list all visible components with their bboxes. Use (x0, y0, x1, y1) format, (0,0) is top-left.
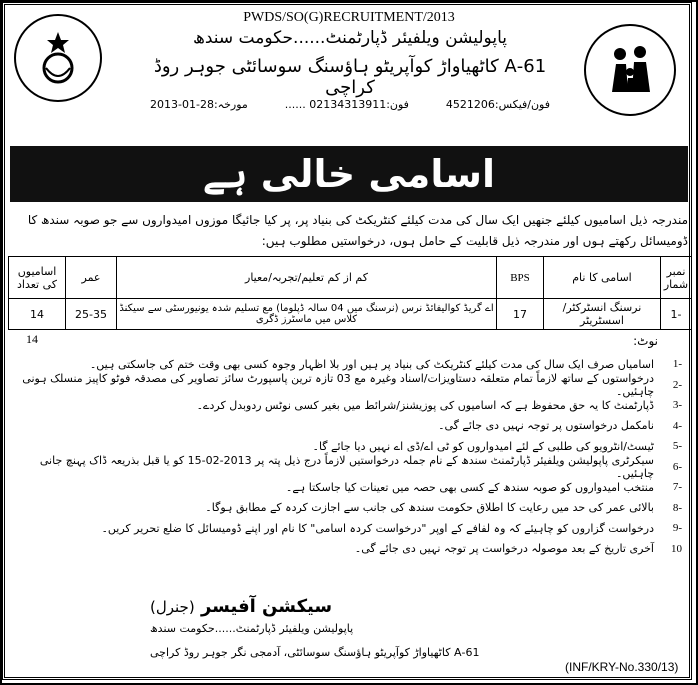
col-count: اسامیوں کی تعداد (9, 257, 66, 299)
cell-qualification: اے گریڈ کوالیفائڈ نرس (نرسنگ میں 04 سالہ ڈپلوما) مع تسلیم شدہ یونیورسٹی سے سیکنڈ کلاس میں ماسٹرز ڈگری (117, 299, 497, 330)
note-number: -9 (672, 522, 682, 535)
cell-post-name: نرسنگ انسٹرکٹر/اسسٹریٹر (544, 299, 661, 330)
population-welfare-logo-icon (584, 24, 676, 116)
note-text: درخواستوں کے ساتھ لازماً تمام متعلقہ دستاویزات/اسناد وغیرہ مع 03 تازہ ترین پاسپورٹ سائز تصاویر کی مصدقہ فوٹو کاپیز منسلک ہونی چاہئیں۔ (22, 371, 654, 398)
note-item (12, 498, 682, 519)
note-text: بالائی عمر کی حد میں رعایت کا اطلاق حکومت سندھ کی جانب سے اجازت کردہ کے مطابق ہوگا۔ (205, 501, 654, 515)
note-text: اسامیاں صرف ایک سال کی مدت کیلئے کنٹریکٹ کی بنیاد پر ہیں اور بلا اظہار وجوہ کسی بھی وقت ختم کی جاسکتی ہیں۔ (89, 357, 654, 371)
sindh-government-emblem-icon (14, 14, 102, 102)
cell-age: 25-35 (66, 299, 117, 330)
signatory-title (150, 596, 332, 617)
note-text: ٹیسٹ/انٹرویو کی طلبی کے لئے امیدواروں کو ٹی اے/ڈی اے نہیں دیا جائے گا۔ (312, 439, 654, 453)
phone-fax: فون/فیکس:4521206 (445, 98, 550, 111)
vacancy-table (8, 256, 692, 330)
phone: فون:02134313911 ...... (284, 98, 409, 111)
vacancy-banner: اسامی خالی ہے (10, 146, 688, 202)
total-count: 14 (26, 332, 38, 346)
reference-code: PWDS/SO(G)RECRUITMENT/2013 (243, 10, 455, 25)
col-serial: نمبر شمار (661, 257, 692, 299)
table-row (9, 299, 692, 330)
contact-line (150, 98, 550, 111)
intro-paragraph: مندرجہ ذیل اسامیوں کیلئے جنھیں ایک سال کی مدت کیلئے کنٹریکٹ کی بنیاد پر، پر کیا جائیگا موزوں امیدواروں سے جو صوبہ سندھ کا ڈومیسائل رکھتے ہوں اور مندرجہ ذیل قابلیت کے حامل ہوں، درخواستیں مطلوب ہیں: (27, 213, 688, 248)
note-number: -3 (672, 399, 682, 412)
note-item (12, 539, 682, 560)
notes-list (12, 354, 682, 559)
cell-bps: 17 (497, 299, 544, 330)
note-item (12, 477, 682, 498)
date: مورخہ:28-01-2013 (150, 98, 248, 111)
note-item (12, 395, 682, 416)
signatory-department: پاپولیشن ویلفیئر ڈپارٹمنٹ......حکومت سندھ (150, 622, 354, 635)
notes-title: نوٹ: (633, 334, 658, 348)
note-item (12, 371, 682, 398)
footer-reference: (INF/KRY-No.330/13) (565, 660, 679, 674)
col-age: عمر (66, 257, 117, 299)
department-address: 61-A کاٹھیاواڑ کوآپریٹو ہاؤسنگ سوسائٹی جوہر روڈ کراچی (153, 56, 547, 98)
note-number: 10 (671, 542, 682, 555)
note-item (12, 453, 682, 480)
table-header-row (9, 257, 692, 299)
note-number: -8 (672, 501, 682, 514)
note-text: نامکمل درخواستوں پر توجہ نہیں دی جائے گی۔ (438, 419, 654, 433)
signatory-suffix: (جنرل) (150, 598, 195, 616)
col-bps: BPS (497, 257, 544, 299)
note-text: درخواست گزاروں کو چاہیئے کہ وہ لفافے کے اوپر "درخواست کردہ اسامی" کا نام اور اپنے ڈومیسائل کا ضلع تحریر کریں۔ (101, 521, 654, 535)
note-text: آخری تاریخ کے بعد موصولہ درخواست پر توجہ نہیں دی جائے گی۔ (354, 542, 654, 556)
note-number: -7 (672, 481, 682, 494)
cell-serial: -1 (661, 299, 692, 330)
note-number: -4 (672, 419, 682, 432)
signatory-designation: سیکشن آفیسر (200, 596, 333, 617)
col-post-name: اسامی کا نام (544, 257, 661, 299)
col-qualification: کم از کم تعلیم/تجربہ/معیار (117, 257, 497, 299)
note-text: منتخب امیدواروں کو صوبہ سندھ کے کسی بھی حصہ میں تعینات کیا جاسکتا ہے۔ (285, 480, 654, 494)
note-number: -5 (672, 440, 682, 453)
note-number: -6 (672, 460, 682, 473)
signatory-address: 61-A کاٹھیاواڑ کوآپریٹو ہاؤسنگ سوسائٹی، آدمجی نگر جوہر روڈ کراچی (150, 646, 480, 659)
department-name: پاپولیشن ویلفیئر ڈپارٹمنٹ......حکومت سندھ (192, 28, 507, 48)
note-item (12, 416, 682, 437)
note-number: -1 (672, 358, 682, 371)
note-number: -2 (672, 378, 682, 391)
cell-count: 14 (9, 299, 66, 330)
note-item (12, 518, 682, 539)
note-text: ڈپارٹمنٹ کا یہ حق محفوظ ہے کہ اسامیوں کی پوزیشنز/شرائط میں بغیر کسی نوٹس ردوبدل کردے۔ (196, 398, 654, 412)
note-text: سیکرٹری پاپولیشن ویلفیئر ڈپارٹمنٹ سندھ کے نام جملہ درخواستیں لازماً درج ذیل پتہ پر 2013-02-15 کو یا قبل بذریعہ ڈاک پہنچ جانی چاہئیں۔ (39, 453, 654, 480)
